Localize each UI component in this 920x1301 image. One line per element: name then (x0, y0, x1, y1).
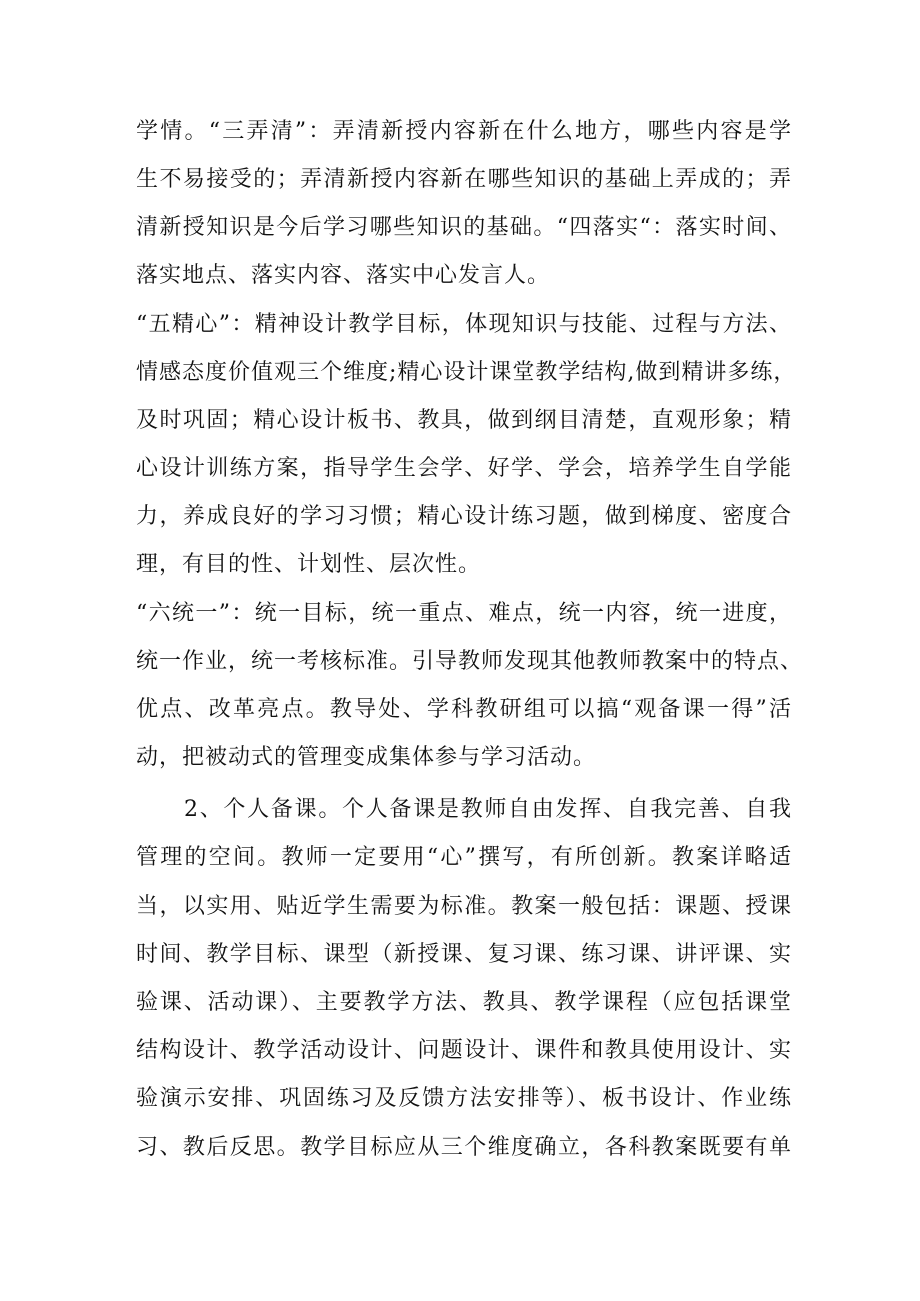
text-line: 结构设计、教学活动设计、问题设计、课件和教具使用设计、实 (136, 1038, 792, 1063)
text-line: 心设计训练方案，指导学生会学、好学、学会，培养学生自学能 (136, 456, 792, 481)
text-line: 力，养成良好的学习习惯；精心设计练习题，做到梯度、密度合 (136, 504, 792, 529)
text-line: 2、个人备课。个人备课是教师自由发挥、自我完善、自我 (184, 797, 792, 822)
text-line: 时间、教学目标、课型（新授课、复习课、练习课、讲评课、实 (136, 942, 792, 967)
text-line: 落实地点、落实内容、落实中心发言人。 (136, 263, 551, 288)
text-line: 情感态度价值观三个维度;精心设计课堂教学结构,做到精讲多练， (136, 360, 797, 385)
text-line: 习、教后反思。教学目标应从三个维度确立，各科教案既要有单 (136, 1135, 792, 1160)
text-line: 当，以实用、贴近学生需要为标准。教案一般包括：课题、授课 (136, 894, 792, 919)
text-line: 清新授知识是今后学习哪些知识的基础。“四落实“：落实时间、 (136, 215, 792, 240)
text-line: 优点、改革亮点。教导处、学科教研组可以搞“观备课一得”活 (136, 697, 792, 722)
text-line: 统一作业，统一考核标准。引导教师发现其他教师教案中的特点、 (136, 649, 804, 674)
text-line: 理，有目的性、计划性、层次性。 (136, 552, 482, 577)
text-line: “五精心”：精神设计教学目标，体现知识与技能、过程与方法、 (136, 312, 792, 337)
text-line: 管理的空间。教师一定要用“心”撰写，有所创新。教案详略适 (136, 845, 792, 870)
text-line: 验演示安排、巩固练习及反馈方法安排等）、板书设计、作业练 (136, 1086, 792, 1111)
text-line: 及时巩固；精心设计板书、教具，做到纲目清楚，直观形象；精 (136, 408, 792, 433)
text-line: 动，把被动式的管理变成集体参与学习活动。 (136, 745, 597, 770)
text-line: “六统一”：统一目标，统一重点、难点，统一内容，统一进度， (136, 601, 792, 626)
text-line: 学情。“三弄清”：弄清新授内容新在什么地方，哪些内容是学 (136, 119, 792, 144)
text-line: 验课、活动课）、主要教学方法、教具、教学课程（应包括课堂 (136, 990, 792, 1015)
text-line: 生不易接受的；弄清新授内容新在哪些知识的基础上弄成的；弄 (136, 167, 792, 192)
